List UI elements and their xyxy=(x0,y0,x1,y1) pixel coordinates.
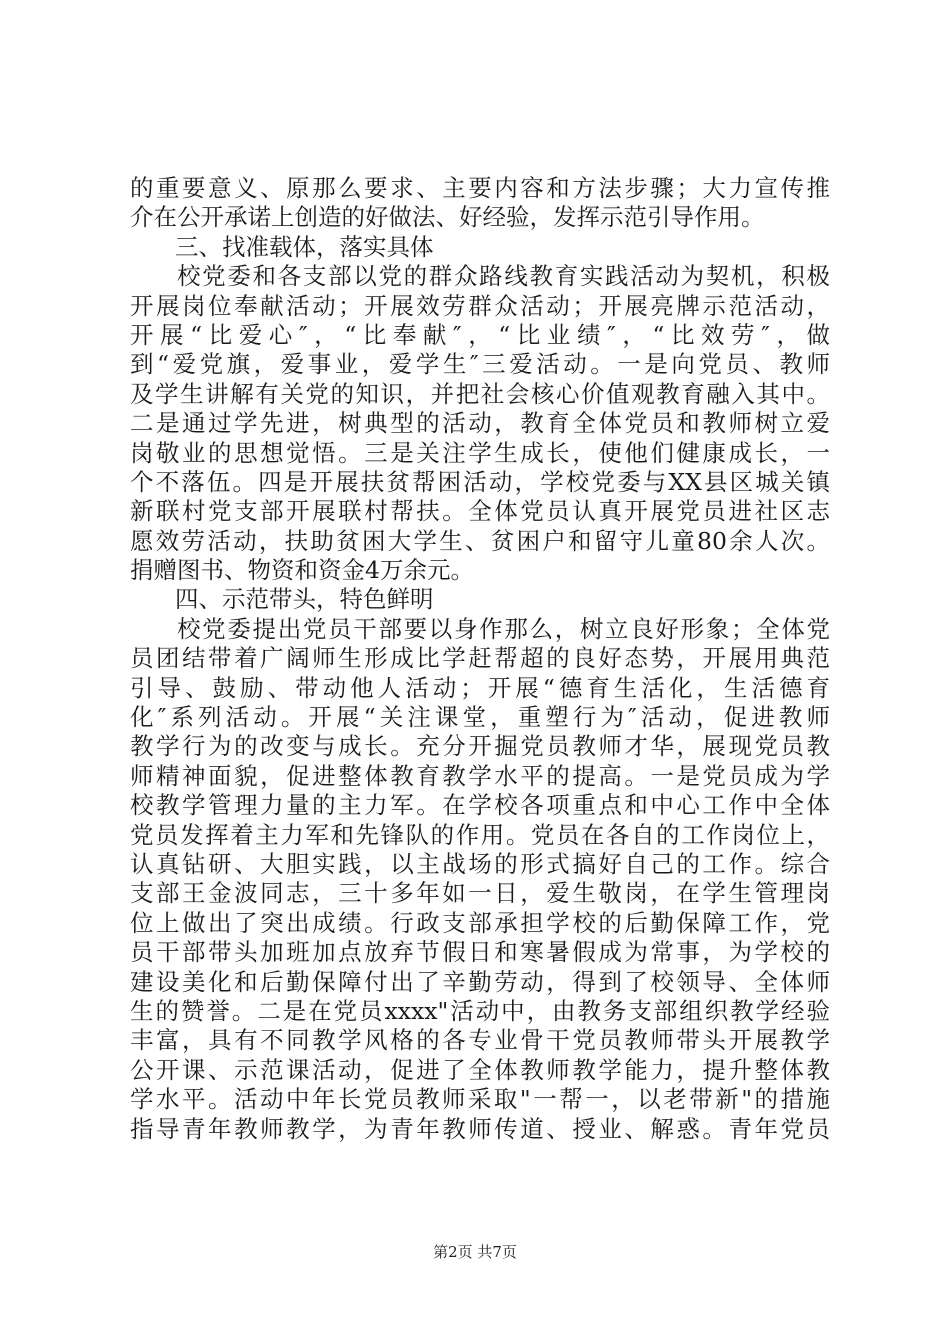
text-line: 开展“比爱心″，“比奉献″，“比业绩″，“比效劳″，做 xyxy=(130,320,830,349)
text-line: 及学生讲解有关党的知识，并把社会核心价值观教育融入其中。 xyxy=(130,379,830,408)
document-body xyxy=(130,174,830,1144)
text-line: 教学行为的改变与成长。充分开掘党员教师才华，展现党员教 xyxy=(130,732,830,761)
text-line: 捐赠图书、物资和资金4万余元。 xyxy=(130,556,474,585)
paragraph-first-line: 校党委提出党员干部要以身作那么，树立良好形象；全体党 xyxy=(177,614,830,643)
text-line: 校教学管理力量的主力军。在学校各项重点和中心工作中全体 xyxy=(130,791,830,820)
text-line: 岗敬业的思想觉悟。三是关注学生成长，使他们健康成长，一 xyxy=(130,438,830,467)
text-line: 新联村党支部开展联村帮扶。全体党员认真开展党员进社区志 xyxy=(130,497,830,526)
text-line: 化″系列活动。开展“关注课堂，重塑行为″活动，促进教师 xyxy=(130,703,830,732)
section-heading: 四、示范带头，特色鲜明 xyxy=(175,585,434,614)
text-line: 丰富，具有不同教学风格的各专业骨干党员教师带头开展教学 xyxy=(130,1026,830,1055)
text-line: 二是通过学先进，树典型的活动，教育全体党员和教师树立爱 xyxy=(130,409,830,438)
paragraph-first-line: 校党委和各支部以党的群众路线教育实践活动为契机，积极 xyxy=(177,262,830,291)
text-line: 引导、鼓励、带动他人活动；开展“德育生活化，生活德育 xyxy=(130,673,830,702)
page-footer xyxy=(0,1242,950,1262)
text-line: 员团结带着广阔师生形成比学赶帮超的良好态势，开展用典范 xyxy=(130,644,830,673)
text-line: 学水平。活动中年长党员教师采取"一帮一，以老带新"的措施 xyxy=(130,1085,830,1114)
text-line: 的重要意义、原那么要求、主要内容和方法步骤；大力宣传推 xyxy=(130,174,830,202)
text-line: 认真钻研、大胆实践，以主战场的形式搞好自己的工作。综合 xyxy=(130,849,830,878)
text-line: 个不落伍。四是开展扶贫帮困活动，学校党委与XX县区城关镇 xyxy=(130,467,830,496)
text-line: 员干部带头加班加点放弃节假日和寒暑假成为常事，为学校的 xyxy=(130,938,830,967)
text-line: 到“爱党旗，爱事业，爱学生″三爱活动。一是向党员、教师 xyxy=(130,350,830,379)
section-heading: 三、找准载体，落实具体 xyxy=(175,232,434,261)
page-number-label: 第2页 共7页 xyxy=(433,1243,517,1261)
text-line: 师精神面貌，促进整体教育教学水平的提高。一是党员成为学 xyxy=(130,761,830,790)
text-line: 开展岗位奉献活动；开展效劳群众活动；开展亮牌示范活动， xyxy=(130,291,830,320)
text-line: 生的赞誉。二是在党员xxxx"活动中，由教务支部组织教学经验 xyxy=(130,996,830,1025)
text-line: 公开课、示范课活动，促进了全体教师教学能力，提升整体教 xyxy=(130,1055,830,1084)
text-line: 介在公开承诺上创造的好做法、好经验，发挥示范引导作用。 xyxy=(130,203,765,232)
text-line: 指导青年教师教学，为青年教师传道、授业、解惑。青年党员 xyxy=(130,1114,830,1143)
text-line: 党员发挥着主力军和先锋队的作用。党员在各自的工作岗位上， xyxy=(130,820,830,849)
text-line: 建设美化和后勤保障付出了辛勤劳动，得到了校领导、全体师 xyxy=(130,967,830,996)
text-line: 愿效劳活动，扶助贫困大学生、贫困户和留守儿童80余人次。 xyxy=(130,526,830,555)
text-line: 支部王金波同志，三十多年如一日，爱生敬岗，在学生管理岗 xyxy=(130,879,830,908)
text-line: 位上做出了突出成绩。行政支部承担学校的后勤保障工作，党 xyxy=(130,908,830,937)
